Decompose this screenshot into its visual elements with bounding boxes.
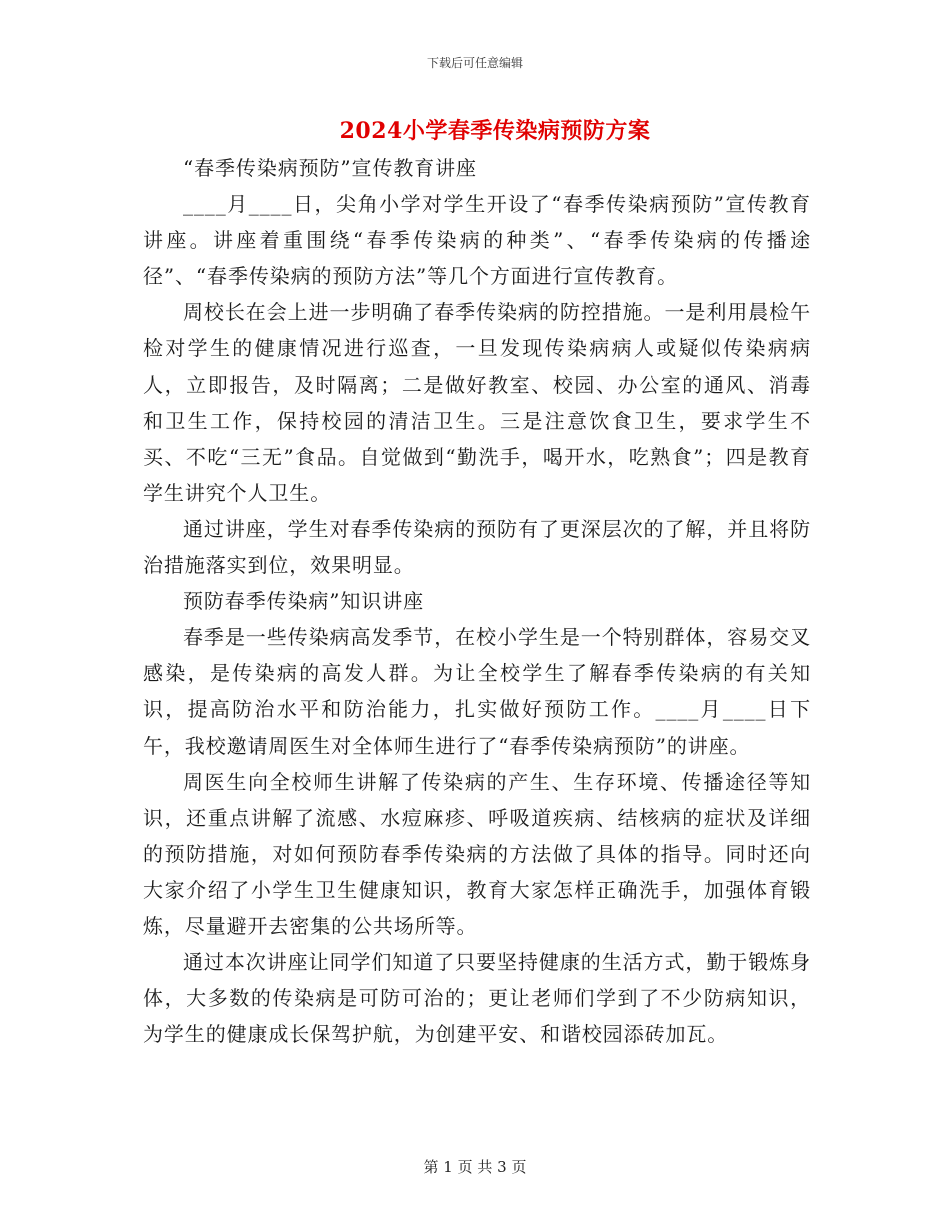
document-title: 2024小学春季传染病预防方案 <box>339 118 651 144</box>
header-note: 下载后可任意编辑 <box>426 56 523 70</box>
paragraph-4: 春季是一些传染病高发季节，在校小学生是一个特别群体，容易交叉感染，是传染病的高发人群。为让全校学生了解春季传染病的有关知识，提高防治水平和防治能力，扎实做好预防工作。____月____日下午，我校邀请周医生对全体师生进行了“春季传染病预防”的讲座。 <box>143 625 811 758</box>
paragraph-6: 通过本次讲座让同学们知道了只要坚持健康的生活方式，勤于锻炼身体，大多数的传染病是可防可治的；更让老师们学到了不少防病知识，为学生的健康成长保驾护航，为创建平安、和谐校园添砖加瓦。 <box>143 950 811 1047</box>
paragraph-5: 周医生向全校师生讲解了传染病的产生、生存环境、传播途径等知识，还重点讲解了流感、水痘麻疹、呼吸道疾病、结核病的症状及详细的预防措施，对如何预防春季传染病的方法做了具体的指导。同时还向大家介绍了小学生卫生健康知识，教育大家怎样正确洗手，加强体育锻炼，尽量避开去密集的公共场所等。 <box>143 769 811 938</box>
page-indicator: 第 1 页 共 3 页 <box>423 1158 527 1176</box>
paragraph-3: 通过讲座，学生对春季传染病的预防有了更深层次的了解，并且将防治措施落实到位，效果明显。 <box>143 516 811 578</box>
section-heading-1: “春季传染病预防”宣传教育讲座 <box>183 156 477 180</box>
document-body <box>143 150 811 1052</box>
section-heading-2: 预防春季传染病”知识讲座 <box>183 589 425 614</box>
paragraph-1: ____月____日，尖角小学对学生开设了“春季传染病预防”宣传教育讲座。讲座着重围绕“春季传染病的种类”、“春季传染病的传播途径”、“春季传染病的预防方法”等几个方面进行宣传教育。 <box>143 192 811 289</box>
paragraph-2: 周校长在会上进一步明确了春季传染病的防控措施。一是利用晨检午检对学生的健康情况进行巡查，一旦发现传染病病人或疑似传染病病人，立即报告，及时隔离；二是做好教室、校园、办公室的通风、消毒和卫生工作，保持校园的清洁卫生。三是注意饮食卫生，要求学生不买、不吃“三无”食品。自觉做到“勤洗手，喝开水，吃熟食”；四是教育学生讲究个人卫生。 <box>143 300 811 505</box>
